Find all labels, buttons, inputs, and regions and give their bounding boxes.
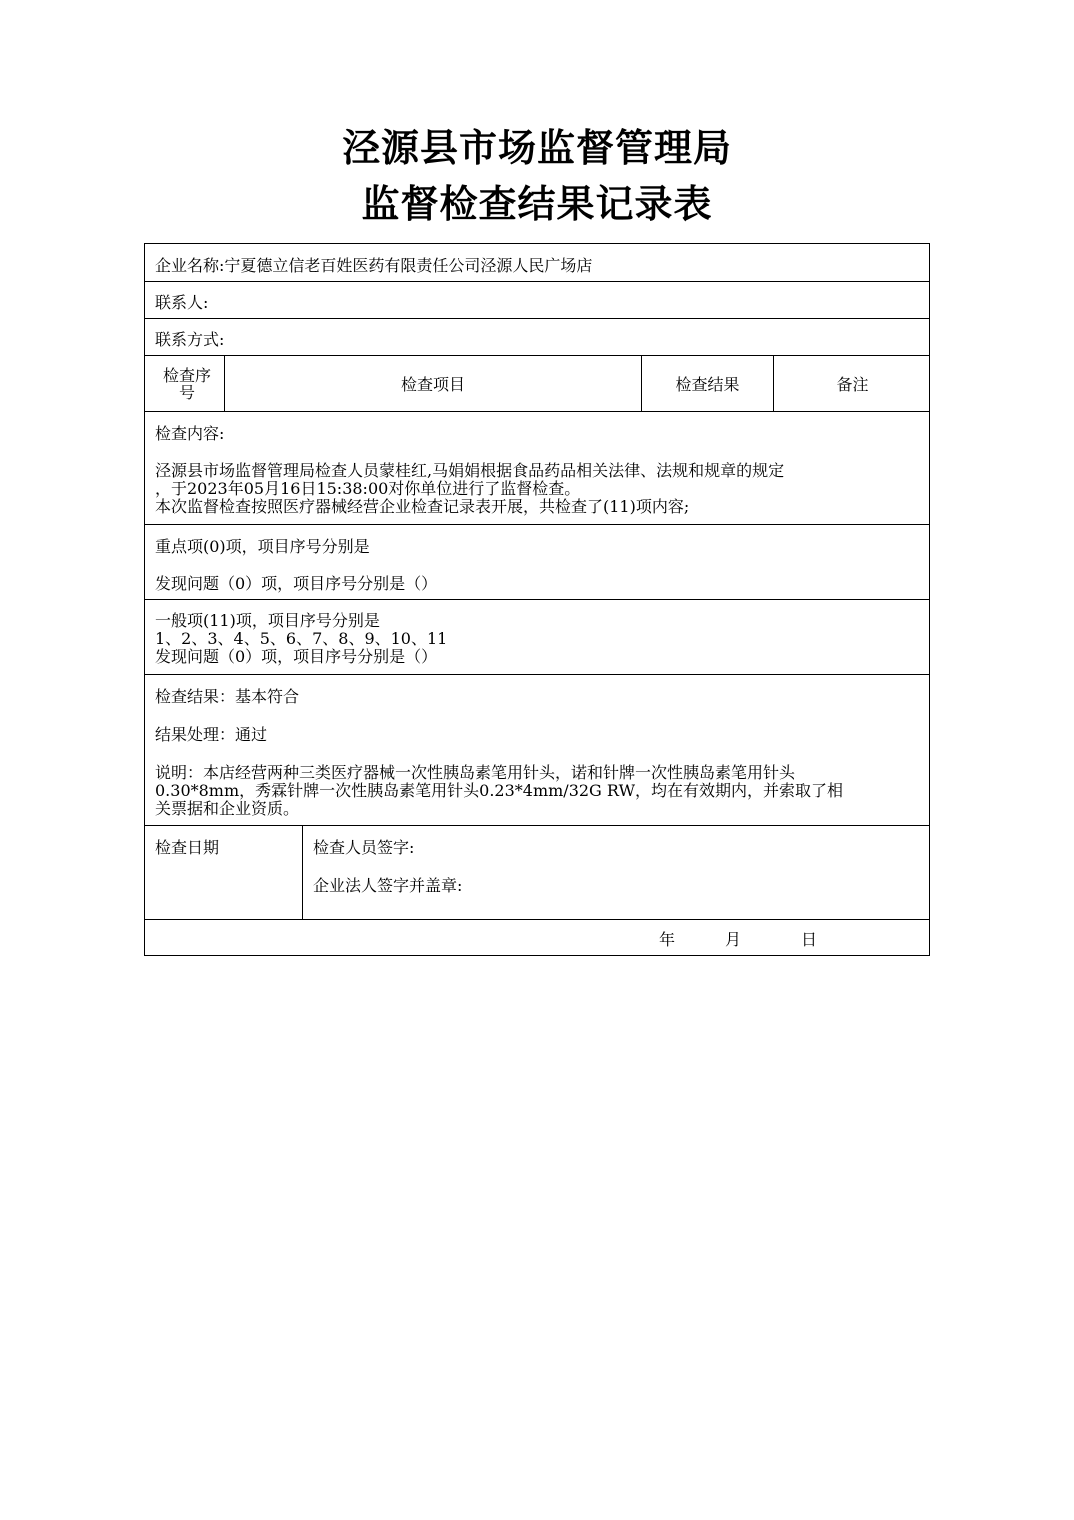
general-items-line3: 发现问题（0）项，项目序号分别是（） [155,647,438,666]
company-name: 企业名称:宁夏德立信老百姓医药有限责任公司泾源人民广场店 [155,256,593,275]
date-month-label: 月 [725,930,742,949]
signature-divider [302,826,303,920]
inspector-signature-label: 检查人员签字: [313,838,415,857]
company-name-row [145,244,929,282]
inspection-record-form [144,243,930,956]
header-serial: 检查序号 [162,366,211,402]
contact-method-label: 联系方式: [155,330,225,349]
inspection-content-line2: ，于2023年05月16日15:38:00对你单位进行了监督检查。 [155,479,581,498]
legal-representative-signature-label: 企业法人签字并盖章: [313,876,463,895]
general-items-row [145,600,929,675]
inspection-date-label: 检查日期 [155,838,220,857]
document-title-line2: 监督检查结果记录表 [361,181,713,226]
header-item: 检查项目 [400,374,465,394]
table-header-row [145,356,929,412]
check-result: 检查结果：基本符合 [155,687,300,706]
general-items-line1: 一般项(11)项，项目序号分别是 [155,611,380,630]
date-footer-row [145,920,929,956]
key-items-line2: 发现问题（0）项，项目序号分别是（） [155,574,438,593]
result-note-line2: 0.30*8mm，秀霖针牌一次性胰岛素笔用针头0.23*4mm/32G RW，均在有效期内，并索取了相 [155,781,844,800]
result-row [145,675,929,826]
contact-person-row [145,282,929,319]
contact-method-row [145,319,929,356]
inspection-content-label: 检查内容: [155,424,225,443]
date-year-label: 年 [659,930,676,949]
signature-row [145,826,929,920]
document-title-line1: 泾源县市场监督管理局 [341,125,732,170]
result-note-line1: 说明：本店经营两种三类医疗器械一次性胰岛素笔用针头，诺和针牌一次性胰岛素笔用针头 [155,763,796,782]
contact-person-label: 联系人: [155,293,209,312]
result-note-line3: 关票据和企业资质。 [155,799,300,818]
inspection-content-line3: 本次监督检查按照医疗器械经营企业检查记录表开展，共检查了(11)项内容; [155,497,690,516]
key-items-row [145,525,929,600]
inspection-content-row [145,412,929,525]
result-handling: 结果处理：通过 [155,725,268,744]
key-items-line1: 重点项(0)项，项目序号分别是 [155,537,370,556]
general-items-line2: 1、2、3、4、5、6、7、8、9、10、11 [155,629,448,648]
inspection-content-line1: 泾源县市场监督管理局检查人员蒙桂红,马娟娟根据食品药品相关法律、法规和规章的规定 [155,461,785,480]
date-day-label: 日 [801,930,818,949]
header-remark: 备注 [836,374,869,394]
header-result: 检查结果 [675,374,740,394]
